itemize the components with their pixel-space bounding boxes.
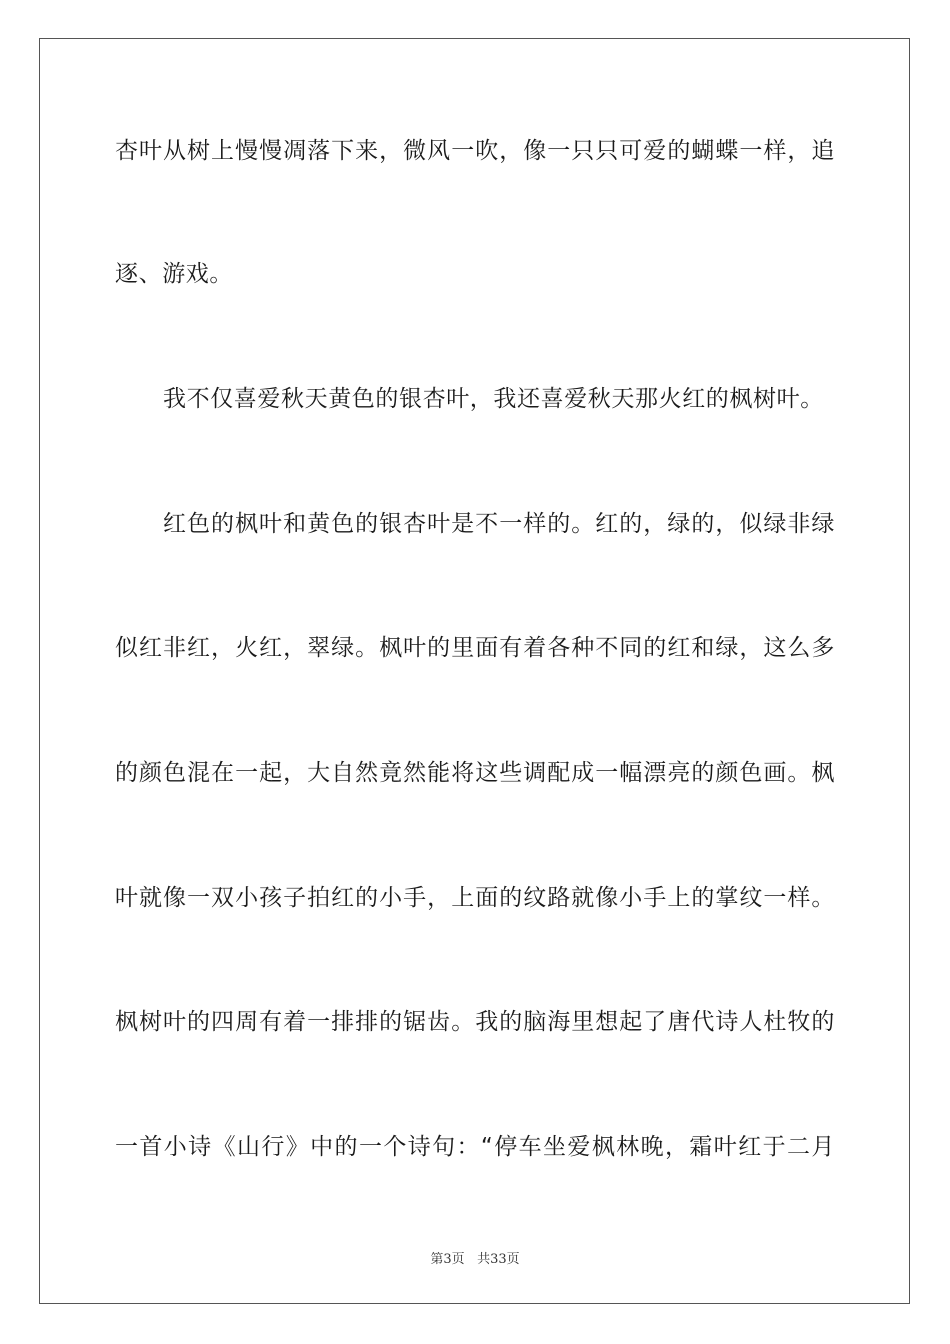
body-line-3: 我不仅喜爱秋天黄色的银杏叶，我还喜爱秋天那火红的枫树叶。 [163, 386, 824, 412]
body-line-6: 的颜色混在一起，大自然竟然能将这些调配成一幅漂亮的颜色画。枫 [115, 760, 835, 786]
total-pages: 共33页 [477, 1252, 520, 1267]
page-number: 第3页 [430, 1252, 465, 1267]
body-line-2: 逐、游戏。 [115, 261, 233, 287]
body-line-4: 红色的枫叶和黄色的银杏叶是不一样的。红的，绿的，似绿非绿 [163, 511, 835, 537]
page-footer [0, 1248, 950, 1267]
body-line-7: 叶就像一双小孩子拍红的小手，上面的纹路就像小手上的掌纹一样。 [115, 885, 835, 911]
body-line-5: 似红非红，火红，翠绿。枫叶的里面有着各种不同的红和绿，这么多 [115, 635, 835, 661]
page-border [39, 38, 910, 1304]
body-line-1: 杏叶从树上慢慢凋落下来，微风一吹，像一只只可爱的蝴蝶一样，追 [115, 138, 835, 164]
body-line-9: 一首小诗《山行》中的一个诗句：“停车坐爱枫林晚，霜叶红于二月 [115, 1134, 835, 1160]
body-line-8: 枫树叶的四周有着一排排的锯齿。我的脑海里想起了唐代诗人杜牧的 [115, 1009, 835, 1035]
